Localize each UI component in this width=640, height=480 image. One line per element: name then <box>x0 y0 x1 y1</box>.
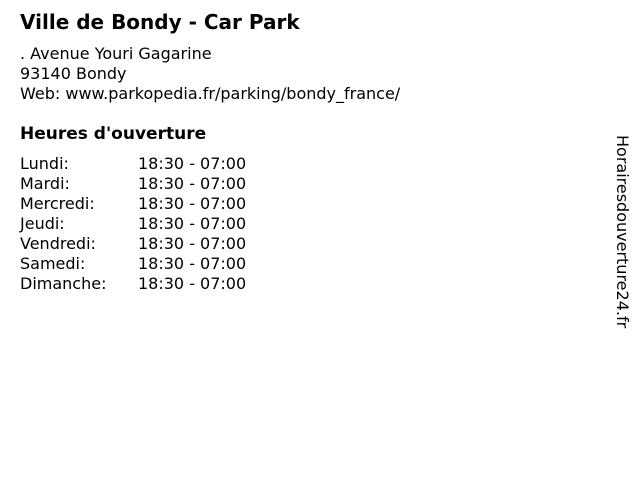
hours-heading: Heures d'ouverture <box>20 124 207 144</box>
day-label: Mercredi: <box>20 194 95 213</box>
day-label: Jeudi: <box>20 214 65 233</box>
time-range: 18:30 - 07:00 <box>138 154 247 173</box>
time-range: 18:30 - 07:00 <box>138 254 247 273</box>
address-web: Web: www.parkopedia.fr/parking/bondy_france/ <box>20 84 401 103</box>
address-block <box>20 44 400 104</box>
time-range: 18:30 - 07:00 <box>138 174 247 193</box>
time-range: 18:30 - 07:00 <box>138 234 247 253</box>
day-label: Lundi: <box>20 154 69 173</box>
address-city: 93140 Bondy <box>20 64 127 83</box>
address-street: . Avenue Youri Gagarine <box>20 44 212 63</box>
time-range: 18:30 - 07:00 <box>138 194 247 213</box>
day-label: Vendredi: <box>20 234 96 253</box>
time-range: 18:30 - 07:00 <box>138 274 247 293</box>
page-title: Ville de Bondy - Car Park <box>20 10 300 34</box>
day-label: Mardi: <box>20 174 70 193</box>
site-watermark: Horairesdouverture24.fr <box>613 135 632 329</box>
day-label: Samedi: <box>20 254 86 273</box>
time-range: 18:30 - 07:00 <box>138 214 247 233</box>
day-label: Dimanche: <box>20 274 107 293</box>
